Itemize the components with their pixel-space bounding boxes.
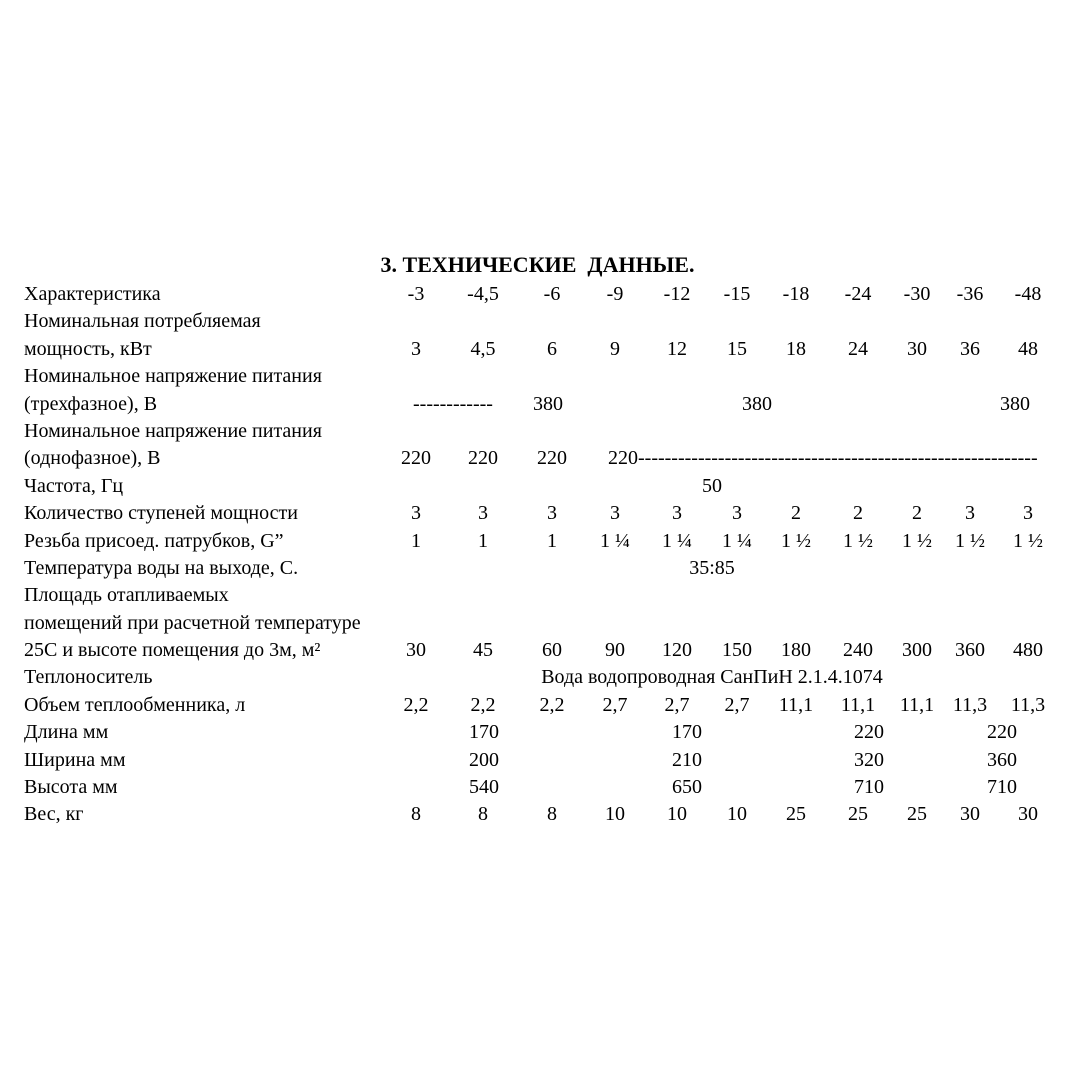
row-label: Характеристика: [24, 283, 161, 305]
cell-value: 360: [955, 639, 985, 662]
cell-value: 220: [987, 721, 1017, 744]
cell-value: 25: [786, 803, 806, 826]
table-row: [24, 639, 1064, 666]
row-label: 25С и высоте помещения до 3м, м²: [24, 639, 321, 662]
cell-value: 150: [722, 639, 752, 662]
cell-value: 180: [781, 639, 811, 662]
table-body: [24, 283, 1064, 831]
row-label: Температура воды на выходе, С.: [24, 556, 299, 579]
cell-value: 1: [478, 529, 488, 552]
cell-value: 36: [960, 337, 980, 360]
cell-value: 3: [411, 337, 421, 360]
cell-value: 10: [727, 803, 747, 826]
cell-value: 90: [605, 639, 625, 662]
row-label: Количество ступеней мощности: [24, 502, 298, 525]
cell-value: 480: [1013, 639, 1043, 662]
table-row: [24, 530, 1064, 557]
cell-value: 170: [672, 721, 702, 744]
table-row: [24, 283, 1064, 310]
cell-value: 10: [605, 803, 625, 826]
row-label: (однофазное), В: [24, 447, 161, 470]
cell-value: 1 ½: [843, 529, 873, 552]
cell-value: 1: [547, 529, 557, 552]
row-label: помещений при расчетной температуре: [24, 611, 361, 634]
cell-value: 18: [786, 337, 806, 360]
cell-value: 11,3: [1010, 693, 1046, 716]
cell-value: 320: [854, 748, 884, 771]
cell-value: 50: [702, 474, 722, 497]
cell-value: 650: [672, 776, 702, 799]
cell-value: 220: [401, 447, 431, 470]
cell-value: 45: [473, 639, 493, 662]
row-label: мощность, кВт: [24, 337, 152, 360]
cell-value: 220: [537, 447, 567, 470]
cell-value: 11,1: [778, 693, 814, 716]
cell-value: 200: [469, 748, 499, 771]
row-label: (трехфазное), В: [24, 392, 158, 415]
cell-value: 2: [853, 502, 863, 525]
cell-value: 35:85: [689, 556, 735, 579]
cell-value: -9: [606, 283, 624, 305]
cell-value: ------------: [413, 392, 493, 415]
table-row: [24, 447, 1064, 474]
cell-value: 3: [732, 502, 742, 525]
row-label: Номинальное напряжение питания: [24, 365, 322, 388]
cell-value: 710: [854, 776, 884, 799]
cell-value: 3: [1023, 502, 1033, 525]
cell-value: 240: [843, 639, 873, 662]
cell-value: 360: [987, 748, 1017, 771]
cell-value: -24: [844, 283, 872, 305]
cell-value: 15: [727, 337, 747, 360]
row-label: Частота, Гц: [24, 474, 124, 497]
table-row: [24, 776, 1064, 803]
row-label: Длина мм: [24, 721, 109, 744]
cell-value: 220------------------------------------------------------------: [608, 447, 1038, 470]
cell-value: 3: [411, 502, 421, 525]
cell-value: 380: [742, 392, 772, 415]
table-row: [24, 721, 1064, 748]
cell-value: 3: [478, 502, 488, 525]
cell-value: 1 ½: [781, 529, 811, 552]
cell-value: -12: [663, 283, 691, 305]
cell-value: 2,2: [539, 693, 565, 716]
cell-value: 48: [1018, 337, 1038, 360]
cell-value: 25: [907, 803, 927, 826]
cell-value: 30: [1018, 803, 1038, 826]
cell-value: 2,2: [470, 693, 496, 716]
table-row: [24, 393, 1064, 420]
cell-value: -6: [543, 283, 561, 305]
cell-value: 3: [547, 502, 557, 525]
cell-value: 220: [854, 721, 884, 744]
cell-value: 2: [912, 502, 922, 525]
table-row: [24, 338, 1064, 365]
section-title: 3. ТЕХНИЧЕСКИЕ ДАННЫЕ.: [380, 252, 695, 277]
cell-value: 380: [533, 392, 563, 415]
row-label: Теплоноситель: [24, 666, 153, 689]
table-row: [24, 803, 1064, 830]
cell-value: 1: [411, 529, 421, 552]
cell-value: -48: [1014, 283, 1042, 305]
cell-value: 11,1: [840, 693, 876, 716]
cell-value: -18: [782, 283, 810, 305]
cell-value: 540: [469, 776, 499, 799]
row-label: Вес, кг: [24, 803, 84, 826]
table-row: [24, 584, 1064, 611]
cell-value: 1 ¼: [662, 529, 692, 552]
technical-data-section: [24, 252, 1064, 831]
row-label: Объем теплообменника, л: [24, 693, 246, 716]
table-row: [24, 612, 1064, 639]
cell-value: 2,7: [602, 693, 628, 716]
cell-value: 30: [907, 337, 927, 360]
cell-value: 380: [1000, 392, 1030, 415]
cell-value: 12: [667, 337, 687, 360]
row-label: Резьба присоед. патрубков, G”: [24, 529, 284, 552]
cell-value: 24: [848, 337, 868, 360]
row-label: Номинальная потребляемая: [24, 310, 261, 333]
row-label: Ширина мм: [24, 748, 126, 771]
cell-value: 4,5: [470, 337, 496, 360]
table-row: [24, 475, 1064, 502]
table-row: [24, 749, 1064, 776]
cell-value: 1 ½: [902, 529, 932, 552]
cell-value: 2,2: [403, 693, 429, 716]
cell-value: 8: [411, 803, 421, 826]
table-row: [24, 365, 1064, 392]
table-row: [24, 557, 1064, 584]
cell-value: 8: [478, 803, 488, 826]
table-row: [24, 310, 1064, 337]
cell-value: 300: [902, 639, 932, 662]
row-label: Высота мм: [24, 776, 118, 799]
cell-value: 120: [662, 639, 692, 662]
cell-value: -30: [903, 283, 931, 305]
table-row: [24, 502, 1064, 529]
cell-value: 3: [672, 502, 682, 525]
cell-value: 30: [406, 639, 426, 662]
cell-value: 1 ¼: [600, 529, 630, 552]
cell-value: 170: [469, 721, 499, 744]
table-row: [24, 420, 1064, 447]
cell-value: 220: [468, 447, 498, 470]
cell-value: 25: [848, 803, 868, 826]
cell-value: 60: [542, 639, 562, 662]
cell-value: Вода водопроводная СанПиН 2.1.4.1074: [541, 666, 883, 689]
table-row: [24, 666, 1064, 693]
cell-value: 2: [791, 502, 801, 525]
cell-value: 6: [547, 337, 557, 360]
cell-value: 10: [667, 803, 687, 826]
cell-value: -15: [723, 283, 751, 305]
cell-value: 3: [610, 502, 620, 525]
cell-value: 3: [965, 502, 975, 525]
cell-value: 710: [987, 776, 1017, 799]
cell-value: 30: [960, 803, 980, 826]
cell-value: 1 ½: [955, 529, 985, 552]
cell-value: 1 ½: [1013, 529, 1043, 552]
cell-value: -3: [407, 283, 425, 305]
cell-value: 2,7: [724, 693, 750, 716]
cell-value: 210: [672, 748, 702, 771]
cell-value: 1 ¼: [722, 529, 752, 552]
table-row: [24, 694, 1064, 721]
cell-value: 11,3: [952, 693, 988, 716]
cell-value: 8: [547, 803, 557, 826]
cell-value: 2,7: [664, 693, 690, 716]
cell-value: -36: [956, 283, 984, 305]
cell-value: 9: [610, 337, 620, 360]
row-label: Площадь отапливаемых: [24, 584, 229, 607]
cell-value: 11,1: [899, 693, 935, 716]
cell-value: -4,5: [467, 283, 499, 305]
row-label: Номинальное напряжение питания: [24, 419, 322, 442]
